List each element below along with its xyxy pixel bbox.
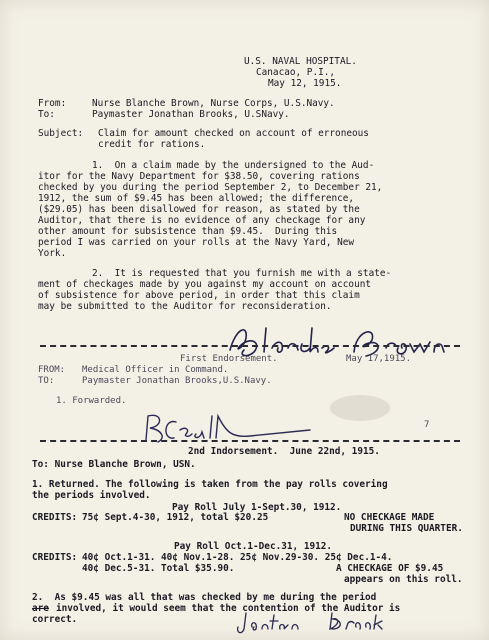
roll1-note-1: NO CHECKAGE MADE: [344, 512, 435, 523]
roll2-credits-label: CREDITS:: [32, 552, 78, 563]
first-endorsement-to-label: TO:: [38, 376, 55, 386]
first-endorsement-body: 1. Forwarded.: [56, 396, 127, 406]
roll2-credits-line-2: 40¢ Dec.5-31. Total $35.90.: [82, 563, 235, 574]
roll2-note-2: appears on this roll.: [344, 574, 463, 585]
to-label: To:: [38, 109, 55, 120]
para1-line: checked by you during the period September 2, to December 21,: [38, 182, 383, 193]
returned-line-2: the periods involved.: [32, 490, 151, 501]
roll1-credits-label: CREDITS:: [32, 512, 78, 523]
first-endorsement-from-label: FROM:: [38, 365, 66, 375]
para2-line: 2. It is requested that you furnish me with a state-: [92, 268, 392, 279]
signature-jonathan-brooks: [232, 607, 422, 637]
subject-line-2: credit for rations.: [98, 139, 206, 150]
para1-line: ($29.05) has been disallowed for reason, as stated by the: [38, 204, 360, 215]
roll1-credits: 75¢ Sept.4-30, 1912, total $20.25: [82, 512, 269, 523]
subject-line-1: Claim for amount checked on account of erroneous: [98, 128, 369, 139]
para2-line: ment of checkages made by you against my account on account: [38, 279, 372, 290]
para1-line: period I was carried on your rolls at the Navy Yard, New: [38, 237, 355, 248]
roll2-title: Pay Roll Oct.1-Dec.31, 1912.: [174, 541, 333, 552]
para1-line: 1912, the sum of $9.45 has been allowed; the difference,: [38, 193, 355, 204]
para1-line: itor for the Navy Department for $38.50, covering rations: [38, 171, 360, 182]
header-date: May 12, 1915.: [268, 78, 342, 89]
first-endorsement-title: First Endorsement.: [180, 354, 278, 364]
from-value: Nurse Blanche Brown, Nurse Corps, U.S.Navy.: [92, 98, 335, 109]
conclusion-line-1: 2. As $9.45 was all that was checked by me during the period: [32, 592, 377, 603]
subject-label: Subject:: [38, 128, 84, 139]
separator-dashed: [40, 345, 460, 347]
signature-crandall: [140, 408, 320, 448]
from-label: From:: [38, 98, 67, 109]
para1-line: Auditor, that there is no evidence of any checkage for any: [38, 215, 366, 226]
conclusion-line-3: correct.: [32, 614, 78, 625]
para1-line: 1. On a claim made by the undersigned to the Aud-: [92, 160, 375, 171]
struck-word: are: [32, 603, 49, 614]
roll2-credits-line-1: 40¢ Oct.1-31. 40¢ Nov.1-28. 25¢ Nov.29-30. 25¢ Dec.1-4.: [82, 552, 393, 563]
first-endorsement-to-value: Paymaster Jonathan Brooks,U.S.Navy.: [82, 376, 272, 386]
para2-line: of subsistence for above period, in order that this claim: [38, 290, 360, 301]
second-endorsement-to: To: Nurse Blanche Brown, USN.: [32, 459, 196, 470]
header-line-2: Canacao, P.I.,: [256, 67, 336, 78]
para2-line: may be submitted to the Auditor for reconsideration.: [38, 301, 332, 312]
para1-line: other amount for subsistence than $9.45. During this: [38, 226, 338, 237]
roll1-title: Pay Roll July 1-Sept.30, 1912.: [172, 502, 342, 513]
to-value: Paymaster Jonathan Brooks, U.SNavy.: [92, 109, 290, 120]
separator-dashed: [40, 440, 460, 442]
first-endorsement-from-value: Medical Officer in Command.: [82, 365, 229, 375]
margin-mark: 7: [424, 420, 430, 430]
conclusion-line-2: involved, it would seem that the contention of the Auditor is: [56, 603, 401, 614]
paper-stain: [330, 395, 390, 421]
header-line-1: U.S. NAVAL HOSPITAL.: [244, 56, 357, 67]
roll2-note-1: A CHECKAGE OF $9.45: [336, 563, 444, 574]
returned-line-1: 1. Returned. The following is taken from the pay rolls covering: [32, 479, 388, 490]
first-endorsement-date: May 17,1915.: [346, 354, 412, 364]
second-endorsement-title: 2nd Indorsement. June 22nd, 1915.: [188, 446, 380, 457]
para1-line: York.: [38, 248, 67, 259]
roll1-note-2: DURING THIS QUARTER.: [350, 523, 463, 534]
